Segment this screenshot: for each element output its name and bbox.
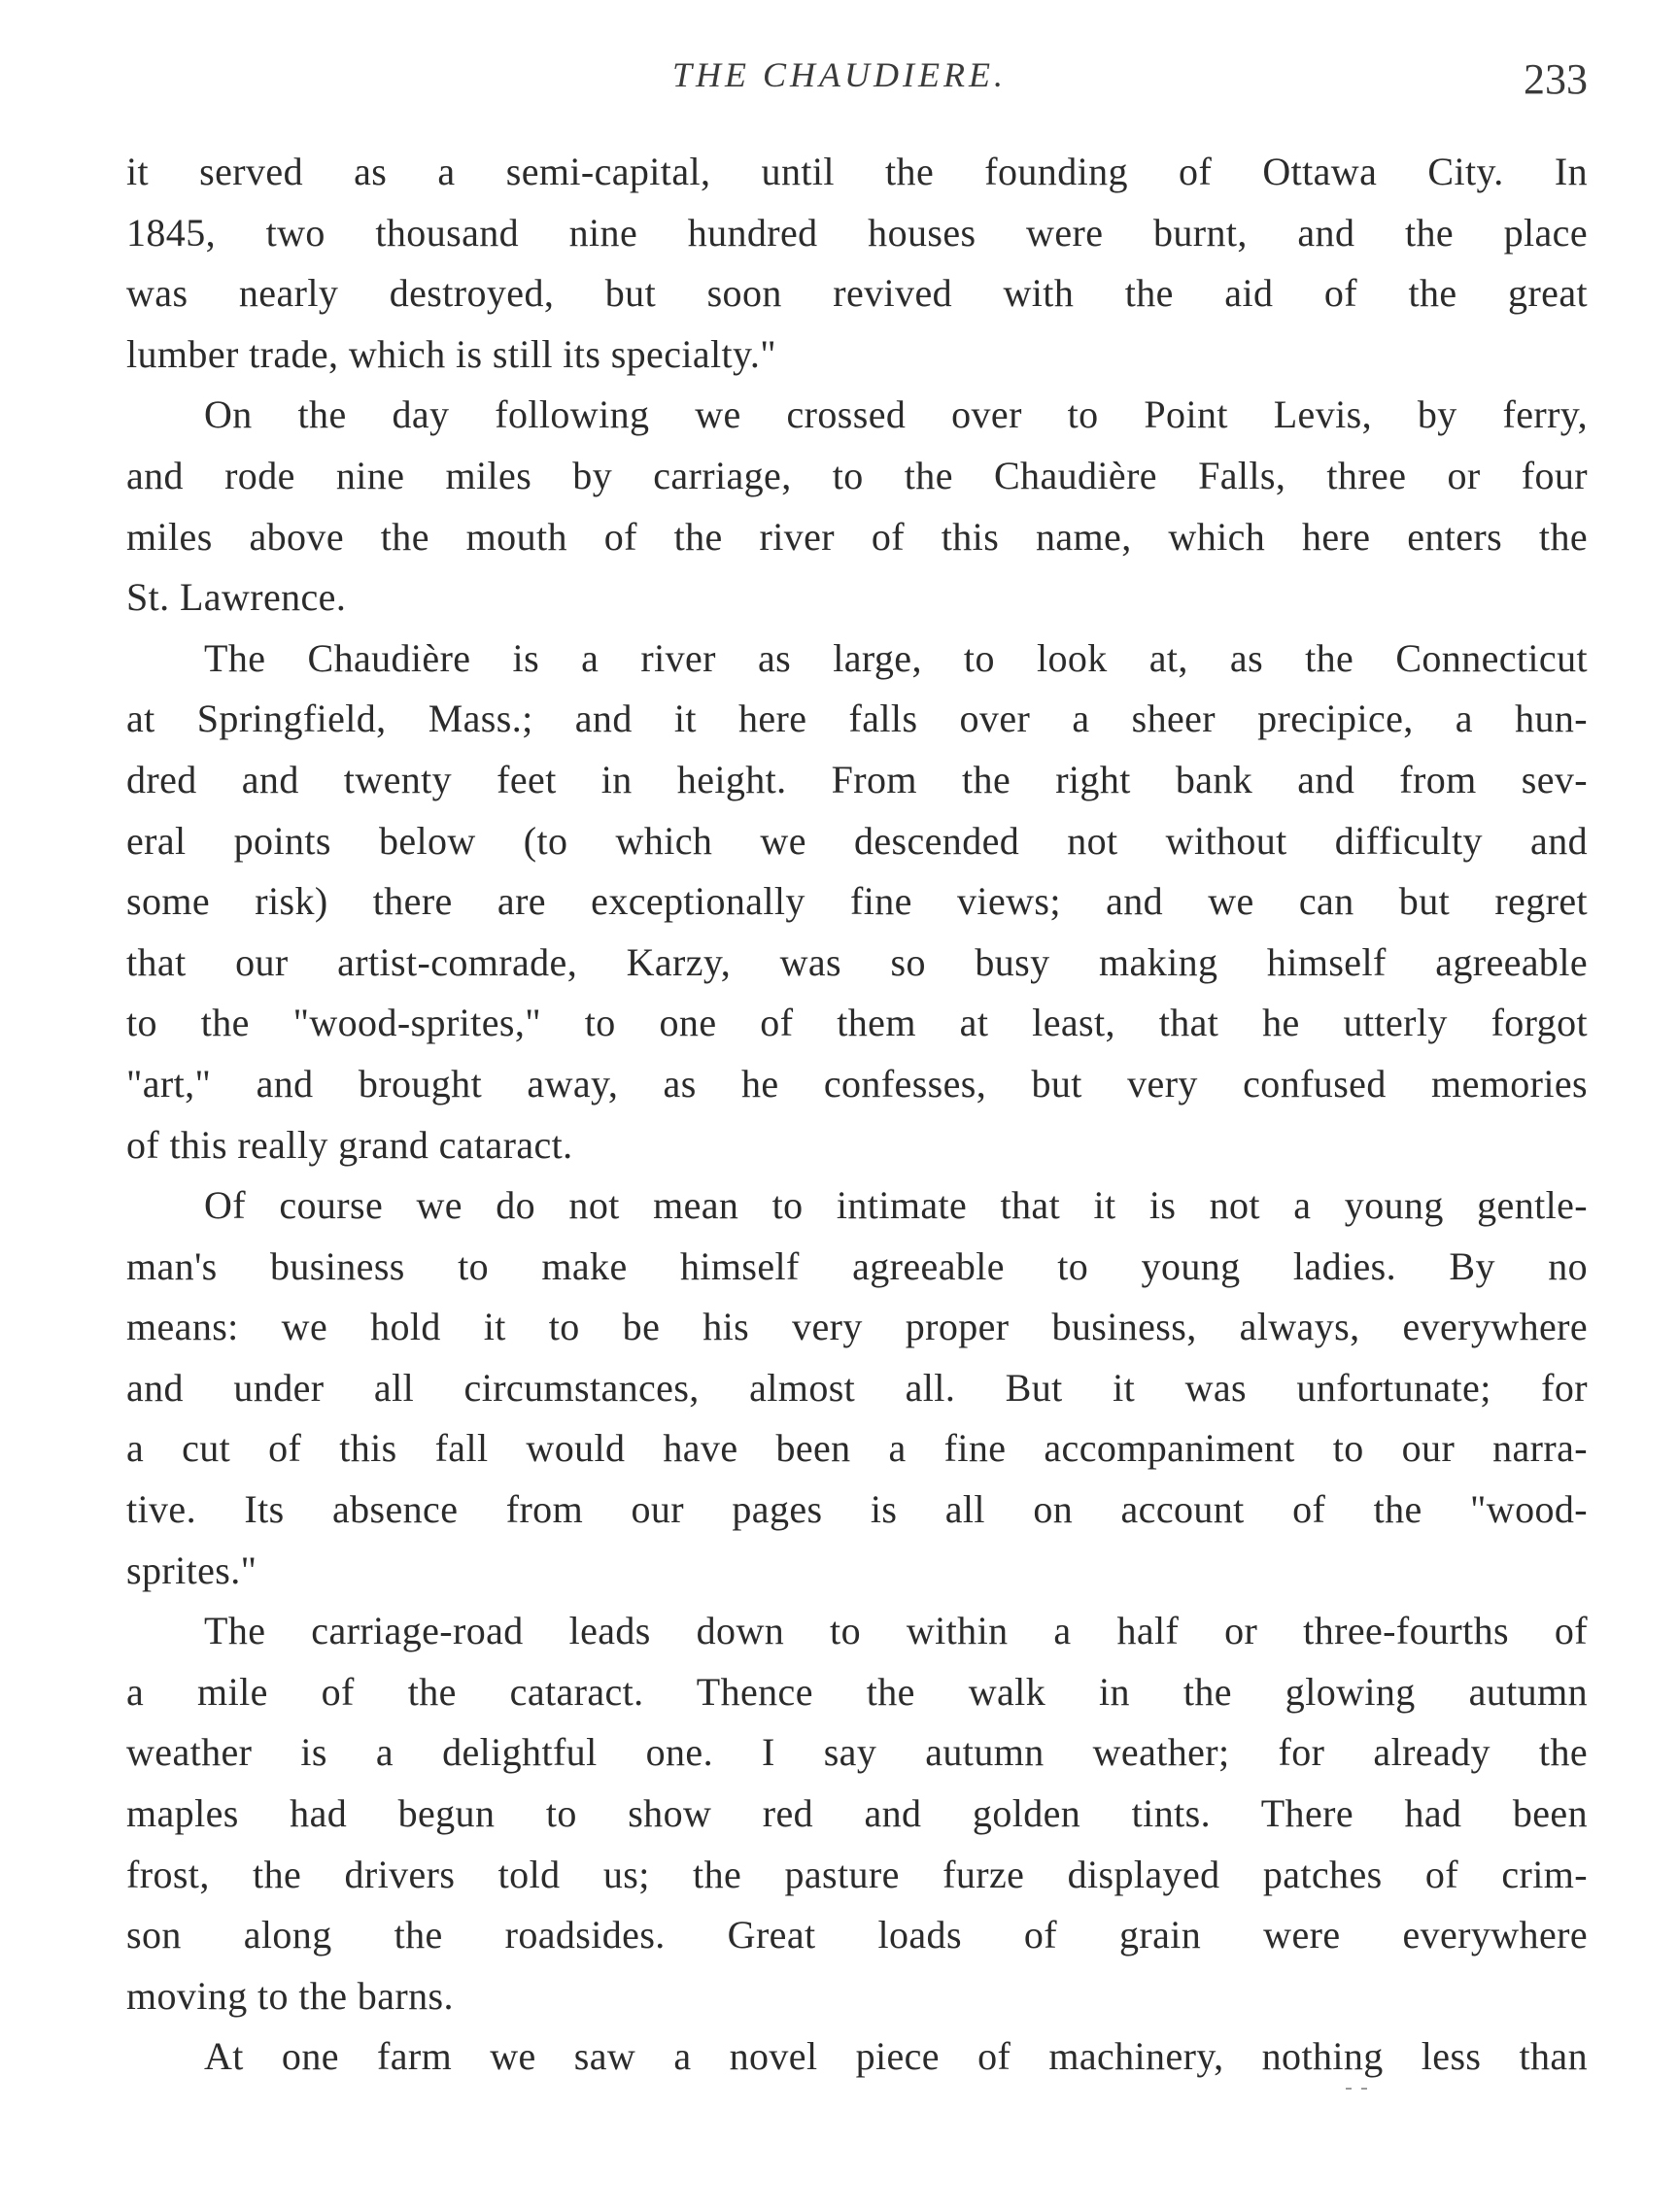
running-title: THE CHAUDIERE. — [672, 55, 1007, 94]
text-line: 1845, two thousand nine hundred houses were burnt, and the place — [126, 210, 1588, 255]
text-line: eral points below (to which we descended not without difficulty and — [126, 818, 1588, 863]
text-line: at Springfield, Mass.; and it here falls over a sheer precipice, a hun- — [126, 697, 1588, 741]
text-line: and under all circumstances, almost all. But it was unfortunate; for — [126, 1365, 1588, 1410]
text-line: weather is a delightful one. I say autumn weather; for already the — [126, 1730, 1588, 1775]
text-line: some risk) there are exceptionally fine views; and we can but regret — [126, 879, 1588, 924]
text-line: and rode nine miles by carriage, to the Chaudière Falls, three or four — [126, 453, 1588, 497]
text-line: means: we hold it to be his very proper business, always, everywhere — [126, 1305, 1588, 1349]
text-line: At one farm we saw a novel piece of machinery, nothing less than — [204, 2034, 1588, 2079]
paragraph — [126, 1601, 1588, 2026]
text-line: sprites." — [126, 1548, 257, 1592]
text-line: lumber trade, which is still its specialty." — [126, 331, 776, 376]
text-line: to the "wood-sprites," to one of them at least, that he utterly forgot — [126, 1001, 1588, 1045]
text-line: The carriage-road leads down to within a half or three-fourths of — [204, 1609, 1588, 1653]
text-line: maples had begun to show red and golden tints. There had been — [126, 1791, 1588, 1836]
text-line: son along the roadsides. Great loads of grain were everywhere — [126, 1913, 1588, 1957]
paragraph — [126, 629, 1588, 1175]
print-speck — [1346, 2077, 1385, 2083]
text-line: miles above the mouth of the river of this name, which here enters the — [126, 514, 1588, 559]
text-line: Of course we do not mean to intimate that it is not a young gentle- — [204, 1183, 1588, 1228]
text-line: dred and twenty feet in height. From the right bank and from sev- — [126, 757, 1588, 801]
text-line: frost, the drivers told us; the pasture furze displayed patches of crim- — [126, 1852, 1588, 1896]
text-line: of this really grand cataract. — [126, 1122, 573, 1167]
text-line: it served as a semi-capital, until the founding of Ottawa City. In — [126, 150, 1588, 193]
text-line: moving to the barns. — [126, 1973, 454, 2018]
paragraph — [126, 142, 1588, 385]
paragraph — [126, 385, 1588, 628]
text-line: was nearly destroyed, but soon revived with the aid of the great — [126, 271, 1588, 316]
running-head — [0, 54, 1679, 113]
text-line: St. Lawrence. — [126, 575, 347, 620]
text-line: a mile of the cataract. Thence the walk in the glowing autumn — [126, 1669, 1588, 1714]
page-number: 233 — [1524, 55, 1588, 103]
text-line: man's business to make himself agreeable to young ladies. By no — [126, 1243, 1588, 1288]
text-line: tive. Its absence from our pages is all on account of the "wood- — [126, 1487, 1588, 1532]
text-line: On the day following we crossed over to Point Levis, by ferry, — [204, 392, 1588, 437]
body-text — [126, 142, 1588, 2088]
text-line: The Chaudière is a river as large, to look at, as the Connecticut — [204, 635, 1588, 680]
text-line: a cut of this fall would have been a fine accompaniment to our narra- — [126, 1426, 1588, 1471]
paragraph — [126, 1175, 1588, 1601]
text-line: "art," and brought away, as he confesses, but very confused memories — [126, 1061, 1588, 1106]
text-line: that our artist-comrade, Karzy, was so busy making himself agreeable — [126, 939, 1588, 984]
